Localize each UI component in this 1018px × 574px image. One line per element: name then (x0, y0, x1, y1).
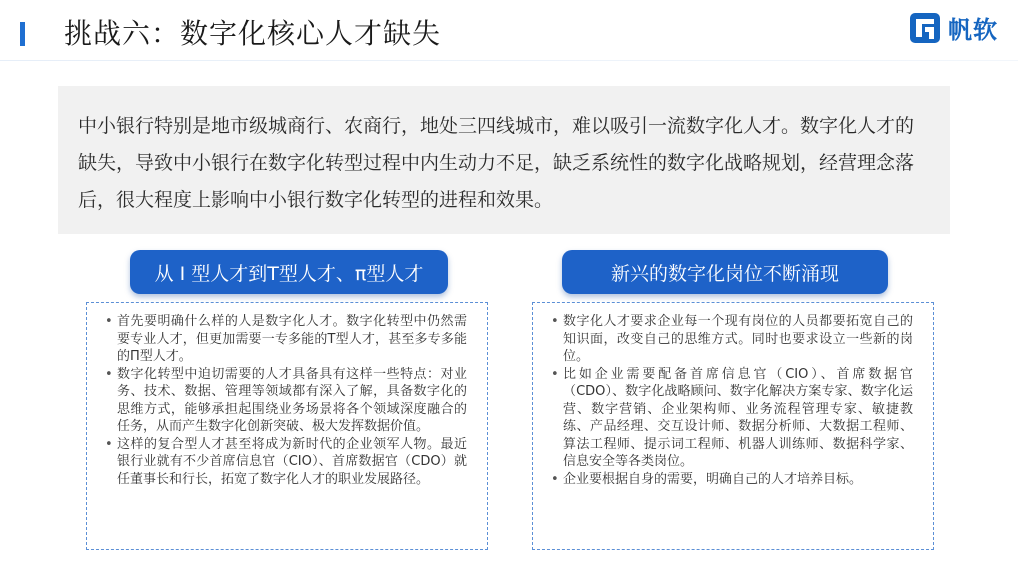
brand-logo (908, 10, 998, 45)
list-item: • 数字化人才要求企业每一个现有岗位的人员都要拓宽自己的知识面，改变自己的思维方式。同时也要求设立一些新的岗位。 (551, 313, 913, 366)
list-item: • 企业要根据自身的需要，明确自己的人才培养目标。 (551, 471, 913, 489)
list-item: • 这样的复合型人才甚至将成为新时代的企业领军人物。最近银行业就有不少首席信息官（CIO）、首席数据官（CDO）就任董事长和行长，拓宽了数字化人才的职业发展路径。 (105, 436, 467, 489)
fanruan-logo-icon (908, 11, 942, 45)
page-title: 挑战六：数字化核心人才缺失 (64, 17, 442, 50)
logo-text: 帆软 (948, 16, 998, 44)
right-section-heading: 新兴的数字化岗位不断涌现 (562, 250, 888, 294)
left-bullet-list (105, 313, 467, 488)
right-bullet-list (551, 313, 913, 488)
intro-text: 中小银行特别是地市级城商行、农商行，地处三四线城市，难以吸引一流数字化人才。数字化人才的缺失，导致中小银行在数字化转型过程中内生动力不足，缺乏系统性的数字化战略规划，经营理念落后，很大程度上影响中小银行数字化转型的进程和效果。 (78, 115, 915, 211)
list-item: • 数字化转型中迫切需要的人才具备具有这样一些特点：对业务、技术、数据、管理等领域都有深入了解，具备数字化的思维方式，能够承担起围绕业务场景将各个领域深度融合的任务，从而产生数字化创新突破、极大发挥数据价值。 (105, 366, 467, 436)
list-item: • 比如企业需要配备首席信息官（CIO）、首席数据官（CDO）、数字化战略顾问、数字化解决方案专家、数字化运营、数字营销、企业架构师、业务流程管理专家、敏捷教练、产品经理、交互设计师、数据分析师、大数据工程师、算法工程师、提示词工程师、机器人训练师、数据科学家、信息安全等各类岗位。 (551, 366, 913, 471)
right-section-panel (532, 302, 934, 550)
list-item: • 首先要明确什么样的人是数字化人才。数字化转型中仍然需要专业人才，但更加需要一专多能的T型人才，甚至多专多能的Π型人才。 (105, 313, 467, 366)
left-section-panel (86, 302, 488, 550)
intro-box (58, 86, 950, 234)
left-section-heading: 从 I 型人才到T型人才、π型人才 (130, 250, 448, 294)
title-divider (0, 60, 1018, 61)
title-accent-bar (20, 22, 25, 46)
